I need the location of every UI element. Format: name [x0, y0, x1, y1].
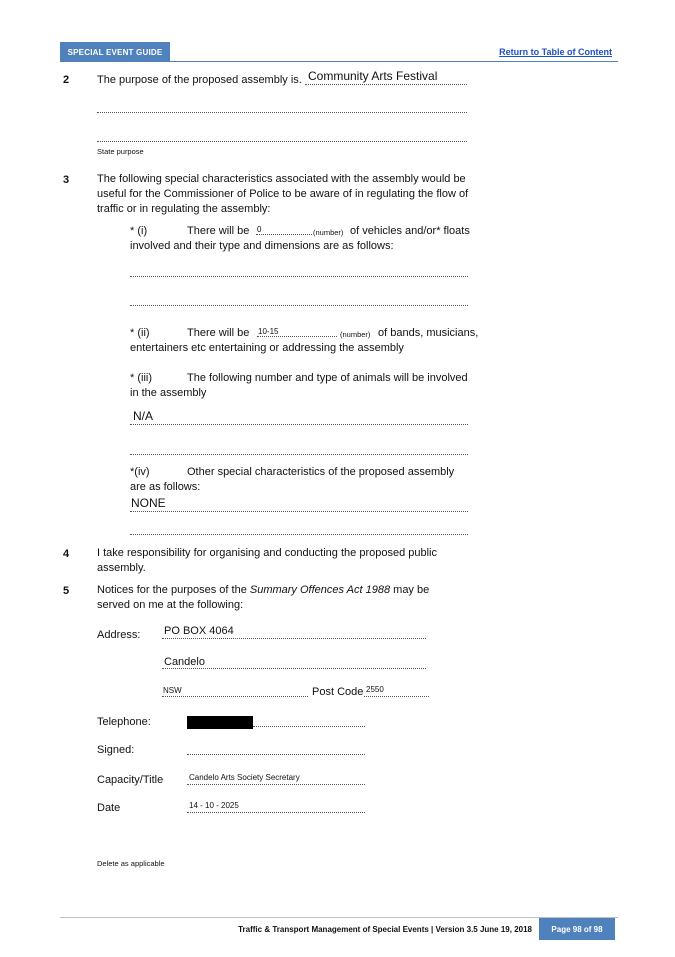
signature-rule[interactable] [187, 754, 365, 755]
capacity-rule [187, 784, 365, 785]
item-3i-unit: (number) [313, 228, 344, 237]
item-3iv-line2: are as follows: [130, 481, 201, 493]
item-3iii-marker: * (iii) [130, 372, 152, 384]
item-3-line3: traffic or in regulating the assembly: [97, 203, 271, 215]
footnote: Delete as applicable [97, 859, 165, 868]
footer-rule [60, 917, 618, 918]
state-field[interactable]: NSW [163, 686, 182, 695]
animals-field[interactable]: N/A [133, 409, 154, 423]
capacity-field[interactable]: Candelo Arts Society Secretary [189, 773, 300, 782]
item-5-line1-b: may be [390, 584, 430, 596]
item-5-number: 5 [63, 585, 70, 597]
item-3-line1: The following special characteristics associated with the assembly would be [97, 173, 466, 185]
item-3i-marker: * (i) [130, 225, 148, 237]
item-5-line1-a: Notices for the purposes of the [97, 584, 250, 596]
item-3i-line2: involved and their type and dimensions are as follows: [130, 240, 394, 252]
page-number-badge: Page 98 of 98 [539, 918, 615, 940]
vehicles-detail-line-1[interactable] [130, 276, 468, 277]
item-3ii-text-a: There will be [187, 327, 250, 339]
item-4-number: 4 [63, 548, 70, 560]
item-3i-text-b: of vehicles and/or* floats [350, 225, 470, 237]
animals-line-2[interactable] [130, 454, 468, 455]
telephone-label: Telephone: [97, 716, 151, 728]
animals-line-1 [130, 424, 468, 425]
address-line-2-field[interactable]: Candelo [164, 656, 205, 668]
address-line-1-field[interactable]: PO BOX 4064 [164, 625, 234, 637]
item-4-line2: assembly. [97, 562, 146, 574]
vehicles-detail-line-2[interactable] [130, 305, 468, 306]
footer-text: Traffic & Transport Management of Special Events | Version 3.5 June 19, 2018 [238, 925, 532, 934]
item-3iii-line2: in the assembly [130, 387, 207, 399]
postcode-label: Post Code [312, 686, 364, 698]
item-2-prefix: The purpose of the proposed assembly is. [97, 74, 302, 86]
address-line-2-rule [162, 668, 426, 669]
item-3iv-marker: *(iv) [130, 466, 150, 478]
capacity-label: Capacity/Title [97, 774, 164, 786]
date-label: Date [97, 802, 121, 814]
item-3ii-line2: entertainers etc entertaining or addressing the assembly [130, 342, 404, 354]
address-line-1-rule [162, 638, 426, 639]
act-name: Summary Offences Act 1988 [249, 584, 391, 596]
purpose-caption: State purpose [97, 147, 144, 156]
item-3ii-unit: (number) [340, 330, 371, 339]
item-2-number: 2 [63, 74, 70, 86]
date-field[interactable]: 14 - 10 - 2025 [189, 801, 239, 810]
other-line-1 [130, 511, 468, 512]
header-rule [60, 61, 618, 62]
redacted-phone [187, 716, 253, 729]
address-label: Address: [97, 629, 141, 641]
item-3ii-marker: * (ii) [130, 327, 150, 339]
item-5-line2: served on me at the following: [97, 599, 244, 611]
item-4-line1: I take responsibility for organising and conducting the proposed public [97, 547, 437, 559]
other-line-2[interactable] [130, 534, 468, 535]
item-3-number: 3 [63, 174, 70, 186]
purpose-line-2[interactable] [97, 112, 467, 113]
other-characteristics-field[interactable]: NONE [131, 496, 166, 510]
postcode-field[interactable]: 2550 [366, 685, 384, 694]
signed-label: Signed: [97, 744, 135, 756]
postcode-rule [364, 696, 429, 697]
item-5-line1 [97, 583, 429, 598]
purpose-dotted-line [305, 84, 467, 85]
bands-count-field[interactable]: 10-15 [258, 327, 279, 336]
item-3ii-text-b: of bands, musicians, [378, 327, 479, 339]
purpose-field[interactable]: Community Arts Festival [308, 69, 438, 83]
item-3iv-text-a: Other special characteristics of the proposed assembly [187, 466, 455, 478]
state-rule [162, 696, 308, 697]
item-3i-text-a: There will be [187, 225, 250, 237]
vehicles-count-line [256, 234, 312, 235]
telephone-rule[interactable] [253, 726, 365, 727]
item-3iii-text-a: The following number and type of animals will be involved [187, 372, 468, 384]
vehicles-count-field[interactable]: 0 [257, 225, 262, 234]
guide-label: SPECIAL EVENT GUIDE [60, 42, 170, 62]
item-3-line2: useful for the Commissioner of Police to be aware of in regulating the flow of [97, 188, 469, 200]
return-to-toc-link[interactable]: Return to Table of Content [499, 47, 612, 57]
purpose-line-3[interactable] [97, 141, 467, 142]
date-rule [187, 812, 365, 813]
